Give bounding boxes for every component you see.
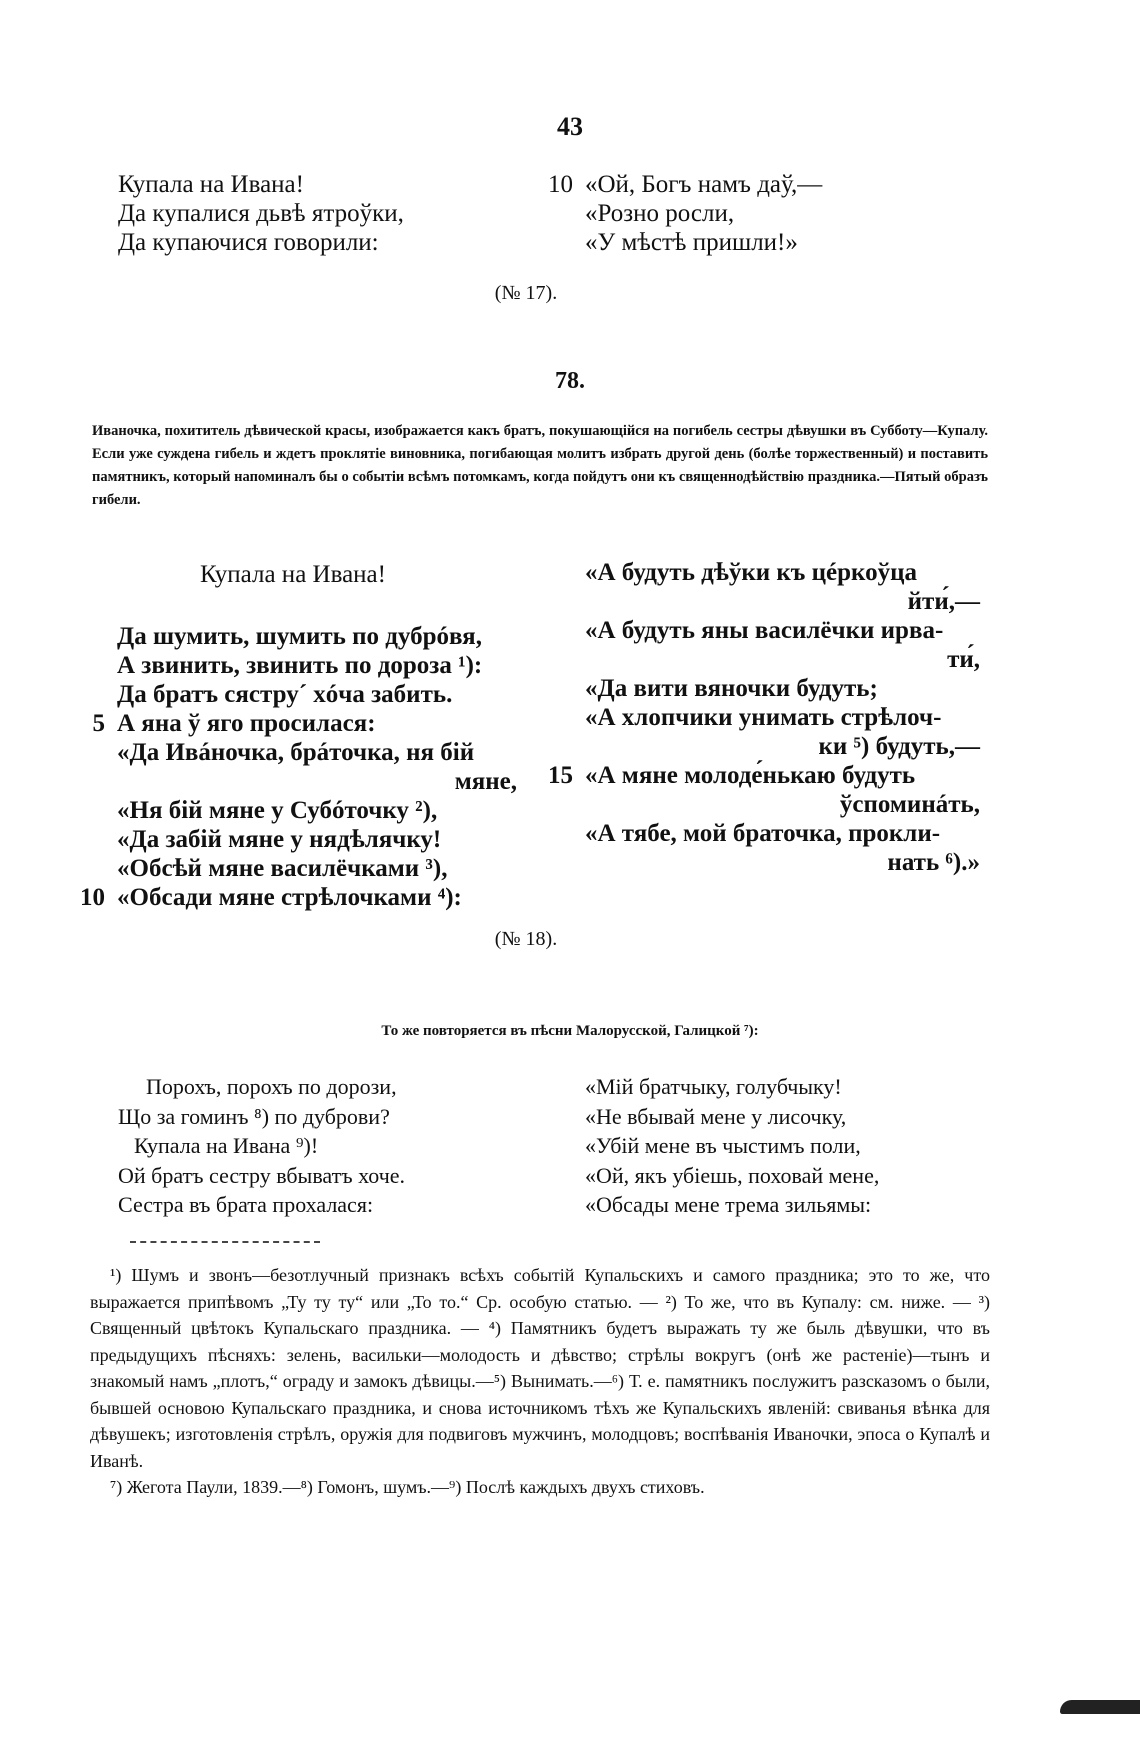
section2-left-verse xyxy=(80,622,517,912)
verse-line: Купала на Ивана ⁹)! xyxy=(134,1133,319,1158)
verse-line: «Да вити вяночки будуть; xyxy=(585,675,878,702)
reference-17: (№ 17). xyxy=(494,282,558,304)
verse-line: Що за гоминъ ⁸) по дуброви? xyxy=(118,1103,390,1129)
verse-line-continuation: йти́,— xyxy=(907,588,980,615)
section3-right-verse xyxy=(585,1072,879,1220)
footnotes xyxy=(90,1262,990,1501)
verse-line: «Обсады мене трема зильямы: xyxy=(585,1192,872,1217)
verse-line: «Розно росли, xyxy=(585,200,735,227)
line-number: 15 xyxy=(548,762,573,789)
verse-line-continuation: ки ⁵) будуть,— xyxy=(818,733,980,760)
verse-line-continuation: мяне, xyxy=(454,768,517,795)
line-number: 10 xyxy=(80,884,105,911)
song-number-heading: 78. xyxy=(555,368,585,394)
line-number: 5 xyxy=(92,710,105,737)
verse-line: Да купаючися говорили: xyxy=(118,229,379,256)
intro-paragraph: Иваночка, похититель дѣвичеcкой красы, изображается какъ братъ, покушающійся на погибель сестры дѣвушки въ Субботу—Купалу. Если уже суждена гибель и ждетъ проклятіе виновника, погибающая молитъ избрать другой день (болѣе торжественный) и поставить памятникъ, который напоминалъ бы о событіи всѣмъ потомкамъ, когда пойдутъ они къ священнодѣйствію праздника.—Пятый образъ гибели. xyxy=(92,423,988,508)
footnote-paragraph: ⁷) Жегота Паули, 1839.—⁸) Гомонъ, шумъ.—⁹) Послѣ каждыхъ двухъ стиховъ. xyxy=(110,1477,705,1497)
verse-line: Да братъ сяструˊ хóча забить. xyxy=(117,681,453,708)
verse-line-continuation: ти́, xyxy=(947,646,980,673)
reference-18: (№ 18). xyxy=(494,928,558,950)
verse-line: 5 А яна ў яго просилася: xyxy=(117,709,517,738)
verse-line-continuation: нать ⁶).» xyxy=(887,849,980,876)
verse-line: Купала на Ивана! xyxy=(118,171,304,198)
section3-left-verse xyxy=(118,1072,405,1220)
verse-line: «У мѣстѣ пришли!» xyxy=(585,229,798,256)
line-number: 10 xyxy=(548,171,573,198)
verse-line: Сестра въ брата прохалася: xyxy=(118,1192,374,1217)
verse-line: 15 «А мяне молоде́нькаю будуть xyxy=(585,761,980,790)
verse-line: «А будуть яны василёчки ирва- xyxy=(585,617,944,644)
verse-line: Да шумить, шумить по дубрóвя, xyxy=(117,623,482,650)
verse-line: «Ой, Богъ намъ даў,— xyxy=(585,171,823,198)
verse-line: Да купалися дьвѣ ятроўки, xyxy=(118,200,404,227)
scan-artifact-mark xyxy=(1060,1700,1140,1714)
verse-line: «А тябе, мой браточка, прокли- xyxy=(585,820,941,847)
verse-line: А звинить, звинить по дороза ¹): xyxy=(117,652,483,679)
section1-right-verse xyxy=(548,170,823,257)
section1-left-verse xyxy=(118,170,404,257)
verse-line: «Ня бій мяне у Субóточку ²), xyxy=(117,797,438,824)
verse-line: «Ой, якъ убіешь, поховай мене, xyxy=(585,1162,880,1188)
verse-line: «А будуть дѣўки къ цéркоўца xyxy=(585,559,917,586)
verse-line: Порохъ, порохъ по дорози, xyxy=(146,1074,397,1099)
verse-line: «Обсѣй мяне василёчками ³), xyxy=(117,855,448,882)
verse-line: «Да забій мяне у нядѣлячку! xyxy=(117,826,442,853)
verse-line: «Да Ивáночка, брáточка, ня бій xyxy=(117,739,475,766)
verse-line: «Мій братчыку, голубчыку! xyxy=(585,1074,842,1099)
verse-line: Ой братъ сестру вбыватъ хоче. xyxy=(118,1162,406,1188)
verse-line: «Не вбывай мене у лисочку, xyxy=(585,1103,847,1129)
verse-line: «А хлопчики унимать стрѣлоч- xyxy=(585,704,942,731)
footnote-paragraph: ¹) Шумъ и звонъ—безотлучный признакъ всѣхъ событій Купальскихъ и самого праздника; это то же, что выражается припѣвомъ „Ту ту ту“ или „То то.“ Ср. особую статью. — ²) То же, что въ Купалу: см. ниже. — ³) Священный цвѣтокъ Купальскаго праздника. — ⁴) Памятникъ будетъ выражать ту же быль дѣвушки, что въ предыдущихъ пѣсняхъ: зелень, васильки—молодость и дѣвство; стрѣлы вокругъ (онѣ же растеніе)—тынъ и знакомый намъ „плотъ,“ ограду и замокъ дѣвицы.—⁵) Вынимать.—⁶) Т. е. памятникъ послужитъ разсказомъ о были, бывшей основою Купальскаго праздника, и снова источникомъ тѣхъ же Купальскихъ явленій: свиванья вѣнка для дѣвушекъ; изготовленія стрѣлъ, оружія для подвиговъ мужчинъ, молодцовъ; воспѣванія Иваночки, эпоса о Купалѣ и Иванѣ. xyxy=(90,1265,990,1471)
verse-line-continuation: ўспоминáть, xyxy=(839,791,980,818)
section3-subtitle: То же повторяется въ пѣсни Малорусской, Галицкой ⁷): xyxy=(381,1023,759,1039)
verse-line: «Убій мене въ чыстимъ поли, xyxy=(585,1133,861,1158)
page-number: 43 xyxy=(557,112,583,141)
footnote-separator xyxy=(130,1241,320,1243)
section2-right-verse xyxy=(548,558,980,877)
song-title: Купала на Ивана! xyxy=(200,561,386,588)
verse-line: 10 «Обсади мяне стрѣлочками ⁴): xyxy=(117,883,517,912)
